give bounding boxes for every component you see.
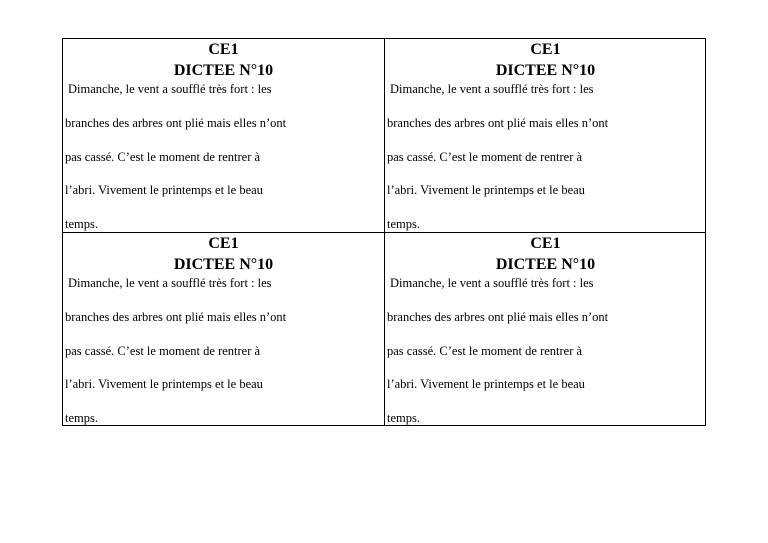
card-text-line: branches des arbres ont plié mais elles n’ont — [65, 310, 287, 324]
card-title: DICTEE N°10 — [173, 62, 274, 79]
card-text-line: l’abri. Vivement le printemps et le beau — [65, 183, 263, 197]
card-text-line: l’abri. Vivement le printemps et le beau — [387, 183, 585, 197]
card-text-line: pas cassé. C’est le moment de rentrer à — [387, 150, 583, 164]
card-text-line: temps. — [65, 217, 98, 231]
card-text-line: pas cassé. C’est le moment de rentrer à — [65, 344, 261, 358]
card-text-line: temps. — [65, 411, 98, 425]
card-text-line: l’abri. Vivement le printemps et le beau — [65, 377, 263, 391]
card-text-line: l’abri. Vivement le printemps et le beau — [387, 377, 585, 391]
card-text-line: Dimanche, le vent a soufflé très fort : les — [68, 276, 272, 290]
card-level: CE1 — [530, 41, 561, 58]
card-text-line: temps. — [387, 411, 420, 425]
card-text-line: pas cassé. C’est le moment de rentrer à — [387, 344, 583, 358]
card-text-line: pas cassé. C’est le moment de rentrer à — [65, 150, 261, 164]
card-text-line: branches des arbres ont plié mais elles n’ont — [65, 116, 287, 130]
card-text-line: Dimanche, le vent a soufflé très fort : les — [390, 276, 594, 290]
card-level: CE1 — [530, 235, 561, 252]
dictation-card-top-left — [63, 39, 385, 233]
card-text-line: branches des arbres ont plié mais elles n’ont — [387, 310, 609, 324]
card-title: DICTEE N°10 — [495, 256, 596, 273]
card-title: DICTEE N°10 — [495, 62, 596, 79]
dictation-card-top-right — [385, 39, 706, 233]
card-title: DICTEE N°10 — [173, 256, 274, 273]
card-level: CE1 — [208, 235, 239, 252]
dictation-sheet — [62, 38, 706, 426]
card-text-line: branches des arbres ont plié mais elles n’ont — [387, 116, 609, 130]
card-text-line: Dimanche, le vent a soufflé très fort : les — [68, 82, 272, 96]
dictation-card-bottom-right — [385, 233, 706, 426]
dictation-card-bottom-left — [63, 233, 385, 426]
card-text-line: temps. — [387, 217, 420, 231]
card-text-line: Dimanche, le vent a soufflé très fort : les — [390, 82, 594, 96]
card-level: CE1 — [208, 41, 239, 58]
